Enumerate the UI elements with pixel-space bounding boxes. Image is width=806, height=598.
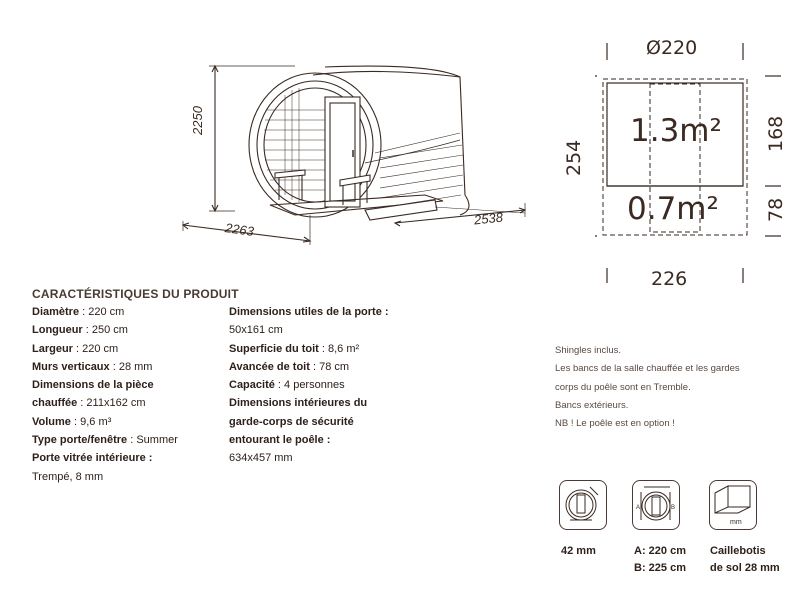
height-dimension-label: 2250 xyxy=(190,106,205,135)
spec-row: 50x161 cm xyxy=(229,324,283,337)
spec-row: Dimensions de la pièce xyxy=(32,379,154,392)
dimensions-icon xyxy=(632,480,680,530)
floor-plan xyxy=(595,38,785,288)
area-antechamber: 0.7m² xyxy=(627,191,719,227)
area-heated-room: 1.3m² xyxy=(630,113,722,149)
note-line: corps du poêle sont en Tremble. xyxy=(555,381,691,393)
dimensions-caption: A: 220 cm B: 225 cm xyxy=(634,545,686,574)
spec-row: Dimensions intérieures du xyxy=(229,397,368,410)
wall-thickness-icon xyxy=(559,480,607,530)
spec-row: Type porte/fenêtre : Summer xyxy=(32,434,178,447)
specs-column-1 xyxy=(32,303,178,486)
depth-dimension-label: 2538 xyxy=(473,209,504,228)
plan-right-top-label: 168 xyxy=(765,115,787,152)
floor-slats-icon xyxy=(709,480,757,530)
spec-row: garde-corps de sécurité xyxy=(229,415,354,428)
note-line: Bancs extérieurs. xyxy=(555,399,629,411)
dim-mark-a: A xyxy=(636,505,641,511)
plan-bottom-label: 226 xyxy=(651,268,688,290)
note-line: NB ! Le poêle est en option ! xyxy=(555,418,675,430)
spec-row: Diamètre : 220 cm xyxy=(32,306,125,318)
note-line: Shingles inclus. xyxy=(555,345,622,356)
spec-row: Largeur : 220 cm xyxy=(32,342,119,355)
spec-row: Superficie du toit : 8,6 m² xyxy=(229,342,360,355)
spec-row: chauffée : 211x162 cm xyxy=(32,397,146,410)
slat-unit-label: mm xyxy=(730,519,742,526)
spec-row: Dimensions utiles de la porte : xyxy=(229,306,389,318)
product-notes xyxy=(555,342,740,433)
spec-row: entourant le poêle : xyxy=(229,434,331,447)
spec-row: Longueur : 250 cm xyxy=(32,324,128,337)
spec-row: Murs verticaux : 28 mm xyxy=(32,360,153,373)
plan-left-label: 254 xyxy=(563,139,585,176)
spec-row: Avancée de toit : 78 cm xyxy=(229,360,350,373)
wall-thickness-caption: 42 mm xyxy=(561,545,596,557)
spec-row: 634x457 mm xyxy=(229,452,293,465)
spec-row: Porte vitrée intérieure : xyxy=(32,452,153,465)
note-line: Les bancs de la salle chauffée et les gardes xyxy=(555,363,740,375)
specs-column-2 xyxy=(229,303,389,468)
plan-diameter-label: Ø220 xyxy=(646,37,698,59)
plan-right-bottom-label: 78 xyxy=(765,197,787,222)
length-dimension-label: 2263 xyxy=(224,220,255,239)
specs-title: CARACTÉRISTIQUES DU PRODUIT xyxy=(32,287,239,301)
spec-row: Volume : 9,6 m³ xyxy=(32,415,112,428)
dim-mark-b: B xyxy=(671,505,676,511)
spec-row: Capacité : 4 personnes xyxy=(229,379,345,392)
spec-row: Trempé, 8 mm xyxy=(32,470,104,483)
floor-slats-caption: Caillebotis de sol 28 mm xyxy=(710,545,780,574)
